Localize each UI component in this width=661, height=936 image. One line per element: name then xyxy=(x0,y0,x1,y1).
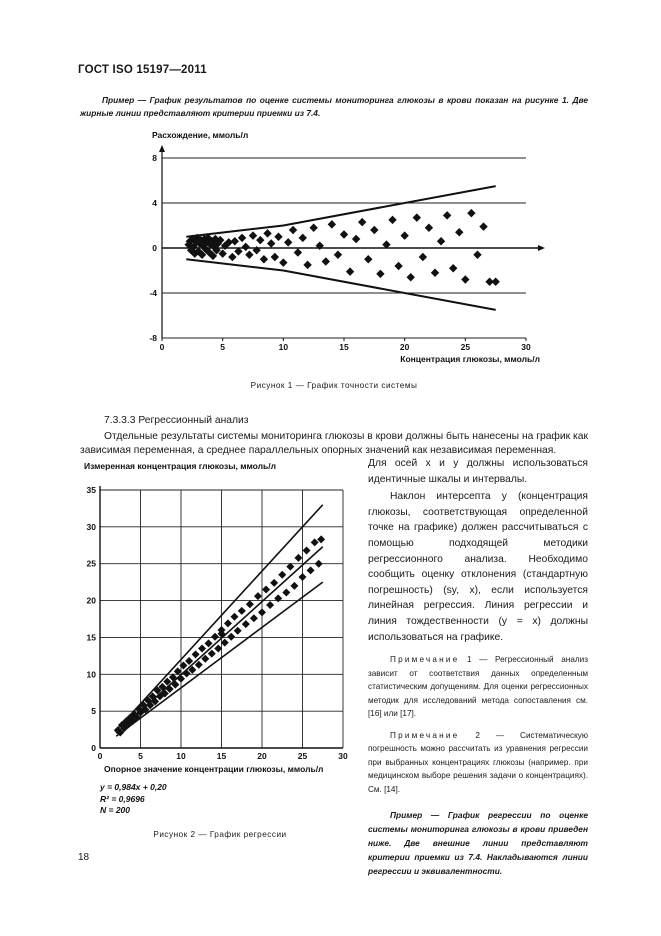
data-point xyxy=(279,258,287,266)
data-point xyxy=(358,218,366,226)
y-tick-label: 0 xyxy=(91,743,96,753)
data-point xyxy=(245,251,253,259)
data-point xyxy=(370,226,378,234)
x-tick-label: 25 xyxy=(460,342,471,352)
document-header: ГОСТ ISO 15197—2011 xyxy=(78,64,207,76)
page-number: 18 xyxy=(78,852,90,863)
data-point xyxy=(388,216,396,224)
y-axis-arrow xyxy=(159,145,165,152)
note-1-text: 1 — Регрессионный анализ зависит от соответствия данных определенным статистическим допущениям. Для оценки регрессионных методик для исследований метода сопоставления см. [16] или [17]. xyxy=(368,655,588,719)
criteria-line-0 xyxy=(186,186,495,237)
data-point xyxy=(449,264,457,272)
data-point xyxy=(299,573,307,581)
figure-2-caption: Рисунок 2 — График регрессии xyxy=(153,830,287,839)
data-point xyxy=(443,211,451,219)
example-1-text: Пример — График результатов по оценке системы мониторинга глюкозы в крови показан на рисунке 1. Две жирные линии представляют критерии приемки из 7.4. xyxy=(80,95,588,118)
y-tick-label: 10 xyxy=(86,669,96,680)
intro-text: Отдельные результаты системы мониторинга глюкозы в крови должны быть нанесены на график как зависимая переменная, а среднее параллельных опорных значений как независимая переменная. xyxy=(80,431,588,456)
data-point xyxy=(340,230,348,238)
data-point xyxy=(256,236,264,244)
data-point xyxy=(309,224,317,232)
data-point xyxy=(394,262,402,270)
x-tick-label: 30 xyxy=(338,751,348,761)
data-point xyxy=(282,588,290,596)
x-tick-label: 0 xyxy=(97,751,103,761)
x-axis-label: Опорное значение концентрации глюкозы, ммоль/л xyxy=(104,764,324,774)
data-point xyxy=(205,639,213,647)
data-point xyxy=(274,233,282,241)
data-point xyxy=(249,231,257,239)
r-squared: R² = 0,9696 xyxy=(100,794,145,804)
x-tick-label: 5 xyxy=(138,751,143,761)
data-point xyxy=(328,220,336,228)
regression-line-2 xyxy=(116,582,323,736)
data-point xyxy=(250,614,258,622)
y-tick-label: 15 xyxy=(86,632,96,643)
figure-1-caption: Рисунок 1 — График точности системы xyxy=(250,381,418,390)
regression-line-0 xyxy=(116,505,323,731)
data-point xyxy=(352,235,360,243)
data-point xyxy=(322,257,330,265)
data-point xyxy=(242,243,250,251)
example-paragraph-1 xyxy=(80,94,588,120)
data-point xyxy=(431,269,439,277)
data-point xyxy=(290,582,298,590)
section-heading: 7.3.3.3 Регрессионный анализ xyxy=(104,415,249,426)
x-tick-label: 15 xyxy=(216,751,227,761)
data-point xyxy=(303,546,311,554)
right-column xyxy=(368,456,588,878)
data-point xyxy=(267,239,275,247)
y-tick-label: 20 xyxy=(86,595,96,606)
data-point xyxy=(238,234,246,242)
data-point xyxy=(284,238,292,246)
data-point xyxy=(289,226,297,234)
intro-paragraph xyxy=(80,430,588,458)
data-point xyxy=(455,228,463,236)
data-point xyxy=(479,222,487,230)
x-tick-label: 15 xyxy=(339,342,349,352)
y-tick-label: 4 xyxy=(152,198,157,208)
data-point xyxy=(467,209,475,217)
data-point xyxy=(407,273,415,281)
data-point xyxy=(274,594,282,602)
data-point xyxy=(238,607,246,615)
data-point xyxy=(303,261,311,269)
y-tick-label: 5 xyxy=(91,706,96,717)
y-tick-label: 8 xyxy=(152,153,157,163)
data-point xyxy=(177,675,185,683)
data-point xyxy=(294,554,302,562)
data-point xyxy=(227,633,235,641)
data-point xyxy=(242,620,250,628)
data-point xyxy=(258,608,266,616)
note-2-label: Примечание xyxy=(390,730,460,740)
data-point xyxy=(376,270,384,278)
note-1-label: Примечание xyxy=(390,655,460,665)
data-point xyxy=(461,275,469,283)
data-point xyxy=(231,237,239,245)
data-point xyxy=(294,248,302,256)
data-point xyxy=(307,566,315,574)
data-point xyxy=(262,586,270,594)
data-point xyxy=(491,278,499,286)
data-point xyxy=(208,650,216,658)
regression-equation: y = 0,984x + 0,20 xyxy=(100,782,167,792)
data-point xyxy=(419,253,427,261)
data-point xyxy=(254,592,262,600)
data-point xyxy=(437,237,445,245)
data-point xyxy=(271,253,279,261)
accuracy-chart xyxy=(140,128,550,368)
y-tick-label: 25 xyxy=(86,558,96,569)
data-point xyxy=(192,650,200,658)
example-2-text: Пример — График регрессии по оценке системы мониторинга глюкозы в крови приведен ниже. Две внешние линии представляют критерии приемки из 7.4. Накладываются линии регрессии и эквивалентности. xyxy=(368,810,588,877)
x-tick-label: 25 xyxy=(297,751,308,761)
note-2 xyxy=(368,729,588,797)
x-tick-label: 30 xyxy=(521,342,531,352)
y-axis-label: Расхождение, ммоль/л xyxy=(152,130,249,140)
y-tick-label: -4 xyxy=(149,288,157,298)
data-point xyxy=(278,571,286,579)
x-tick-label: 20 xyxy=(257,751,267,761)
data-point xyxy=(198,644,206,652)
data-point xyxy=(334,251,342,259)
y-tick-label: -8 xyxy=(149,333,157,343)
data-point xyxy=(270,579,278,587)
y-tick-label: 35 xyxy=(86,485,96,495)
data-point xyxy=(400,231,408,239)
example-paragraph-2 xyxy=(368,808,588,878)
x-tick-label: 0 xyxy=(159,342,165,352)
x-axis-arrow xyxy=(538,245,545,251)
axes-paragraph: Для осей x и y должны использоваться идентичные шкалы и интервалы. xyxy=(368,458,588,485)
x-tick-label: 5 xyxy=(220,342,226,352)
data-point xyxy=(473,251,481,259)
data-point xyxy=(346,267,354,275)
y-axis-label: Измеренная концентрация глюкозы, ммоль/л xyxy=(84,461,277,471)
data-point xyxy=(299,234,307,242)
regression-text: Наклон интерсепта y (концентрация глюкозы, соответствующая определенной точке на графике) должен рассчитываться с помощью подходящей методики регрессионного анализа. Необходимо сообщить оценку отклонения (стандартную погрешность) (sy, x), если используется линейная регрессия. Линия регрессии и линия тождественности (y = x) должны использоваться на графике. xyxy=(368,491,588,643)
regression-chart xyxy=(78,458,368,818)
data-point xyxy=(230,613,238,621)
data-point xyxy=(425,224,433,232)
data-point xyxy=(228,253,236,261)
data-point xyxy=(246,600,254,608)
data-point xyxy=(266,601,274,609)
data-point xyxy=(224,619,232,627)
y-tick-label: 0 xyxy=(152,243,157,253)
data-point xyxy=(260,255,268,263)
x-tick-label: 10 xyxy=(278,342,289,352)
note-2-text: 2 — Систематическую погрешность можно рассчитать из уравнения регрессии при выбранных концентрациях глюкозы (например. при медицинском выборе решения задачи о концентрациях). См. [14]. xyxy=(368,730,588,794)
data-point xyxy=(185,657,193,665)
x-tick-label: 10 xyxy=(176,751,186,761)
x-axis-label: Концентрация глюкозы, ммоль/л xyxy=(400,354,540,364)
x-tick-label: 20 xyxy=(399,342,410,352)
data-point xyxy=(315,560,323,568)
y-tick-label: 30 xyxy=(86,521,96,532)
note-1 xyxy=(368,653,588,721)
sample-size: N = 200 xyxy=(100,805,131,815)
data-point xyxy=(413,213,421,221)
data-point xyxy=(234,627,242,635)
regression-paragraph xyxy=(368,489,588,645)
data-point xyxy=(263,229,271,237)
data-point xyxy=(364,255,372,263)
criteria-line-1 xyxy=(186,259,495,310)
